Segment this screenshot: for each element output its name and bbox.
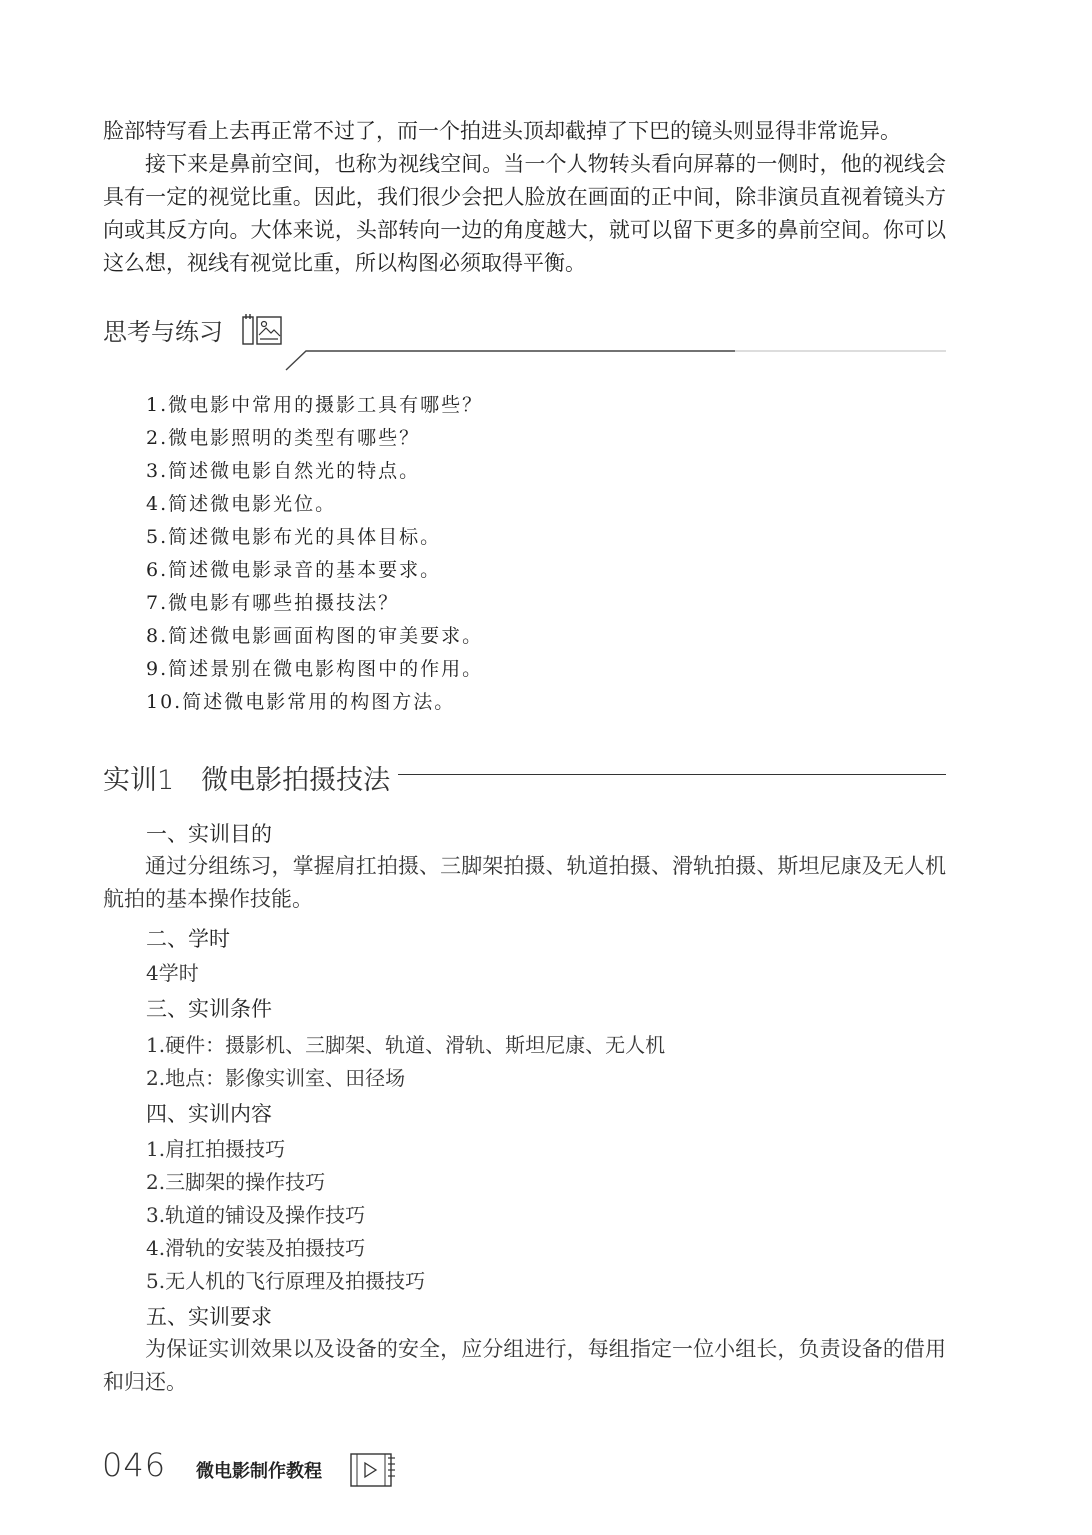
book-title: 微电影制作教程 [196,1461,322,1482]
training-objective-heading: 一、实训目的 [146,822,272,846]
page-number: 046 [102,1446,167,1484]
training-objective-text: 通过分组练习，掌握肩扛拍摄、三脚架拍摄、轨道拍摄、滑轨拍摄、斯坦尼康及无人机航拍的基本操作技能。 [103,854,946,911]
question-item: 3.简述微电影自然光的特点。 [146,460,421,482]
intro-paragraph: 接下来是鼻前空间，也称为视线空间。当一个人物转头看向屏幕的一侧时，他的视线会具有一定的视觉比重。因此，我们很少会把人脸放在画面的正中间，除非演员直视着镜头方向或其反方向。大体来说，头部转向一边的角度越大，就可以留下更多的鼻前空间。你可以这么想，视线有视觉比重，所以构图必须取得平衡。 [103,152,946,275]
training-section-title: 实训1 微电影拍摄技法 [103,765,391,796]
training-content-item: 4.滑轨的安装及拍摄技巧 [146,1236,366,1260]
think-title-underline [270,338,950,372]
question-list [146,389,483,719]
question-item: 8.简述微电影画面构图的审美要求。 [146,625,484,647]
training-content-item: 1.肩扛拍摄技巧 [146,1137,286,1161]
intro-line: 脸部特写看上去再正常不过了，而一个拍进头顶却截掉了下巴的镜头则显得非常诡异。 [103,119,901,143]
question-item: 10.简述微电影常用的构图方法。 [146,691,456,713]
training-hours-text: 4学时 [146,961,199,985]
question-item: 5.简述微电影布光的具体目标。 [146,526,442,548]
training-conditions-heading: 三、实训条件 [146,997,272,1021]
training-condition-item: 1.硬件：摄影机、三脚架、轨道、滑轨、斯坦尼康、无人机 [146,1033,666,1057]
training-hours-heading: 二、学时 [146,927,230,951]
training-content-heading: 四、实训内容 [146,1102,272,1126]
think-section-title: 思考与练习 [103,318,223,346]
training-condition-item: 2.地点：影像实训室、田径场 [146,1066,406,1090]
training-title-rule [398,774,946,775]
training-content-item: 2.三脚架的操作技巧 [146,1170,326,1194]
question-item: 4.简述微电影光位。 [146,493,337,515]
question-item: 9.简述景别在微电影构图中的作用。 [146,658,484,680]
training-content-item: 5.无人机的飞行原理及拍摄技巧 [146,1269,426,1293]
question-item: 7.微电影有哪些拍摄技法？ [146,592,400,614]
question-item: 1.微电影中常用的摄影工具有哪些？ [146,394,484,416]
video-frame-icon [349,1452,397,1488]
question-item: 2.微电影照明的类型有哪些？ [146,427,421,449]
training-requirements-text: 为保证实训效果以及设备的安全，应分组进行，每组指定一位小组长，负责设备的借用和归还。 [103,1337,946,1394]
training-content-item: 3.轨道的铺设及操作技巧 [146,1203,366,1227]
question-item: 6.简述微电影录音的基本要求。 [146,559,442,581]
training-requirements-heading: 五、实训要求 [146,1305,272,1329]
